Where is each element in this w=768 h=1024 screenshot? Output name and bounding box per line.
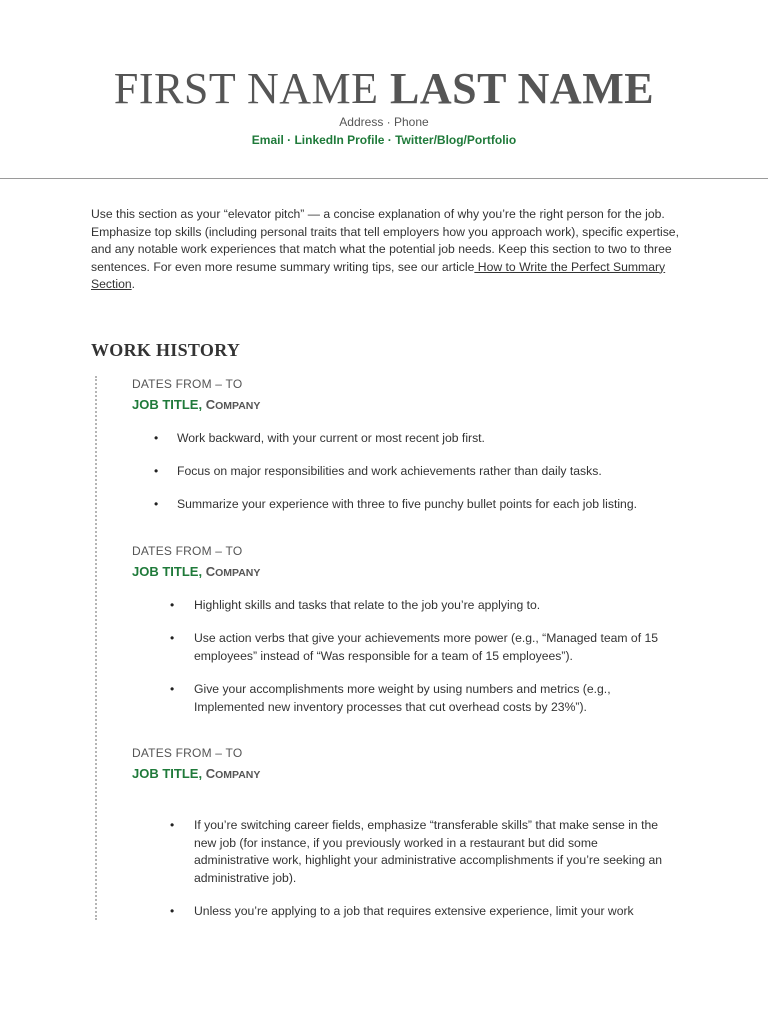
summary-text: Use this section as your “elevator pitch” — a concise explanation of why you’re the right person for the job. Emphasize top skills (including personal traits that tell employers how you approach work), specific expertise, and any notable work experiences that match what the potential job needs. Keep this section to two to three sentences. For even more resume summary writing tips, see our article bbox=[91, 207, 679, 274]
bullet-item bbox=[170, 630, 680, 665]
last-name: LAST NAME bbox=[390, 64, 655, 113]
bullet-text: Summarize your experience with three to five punchy bullet points for each job listing. bbox=[177, 497, 637, 511]
bullet-text: Work backward, with your current or most recent job first. bbox=[177, 431, 485, 445]
bullet-item bbox=[170, 681, 680, 716]
bullet-dot: • bbox=[170, 682, 175, 696]
work-history-heading: WORK HISTORY bbox=[91, 340, 241, 360]
bullet-dot: • bbox=[170, 904, 175, 918]
bullet-text: Highlight skills and tasks that relate to the job you’re applying to. bbox=[194, 598, 541, 612]
timeline-line bbox=[95, 376, 97, 920]
first-name: FIRST NAME bbox=[113, 64, 379, 113]
job-title-line bbox=[132, 765, 692, 783]
job-title: JOB TITLE, bbox=[132, 397, 203, 412]
address-phone: Address · Phone bbox=[339, 115, 429, 129]
bullet-text: Unless you’re applying to a job that requires extensive experience, limit your work bbox=[194, 904, 634, 918]
bullet-text: Give your accomplishments more weight by using numbers and metrics (e.g., Implemented new inventory processes that cut overhead costs by 23%”). bbox=[194, 682, 611, 714]
company-name bbox=[206, 766, 261, 781]
bullet-dot: • bbox=[154, 464, 159, 478]
job-title-line bbox=[132, 563, 692, 581]
company-rest: OMPANY bbox=[215, 567, 261, 579]
company-rest: OMPANY bbox=[215, 400, 261, 412]
job-dates: DATES FROM – TO bbox=[132, 544, 243, 558]
job-dates: DATES FROM – TO bbox=[132, 746, 243, 760]
job-dates: DATES FROM – TO bbox=[132, 377, 243, 391]
bullet-dot: • bbox=[170, 818, 175, 832]
company-name bbox=[206, 397, 261, 412]
bullet-item bbox=[170, 903, 680, 921]
company-name bbox=[206, 564, 261, 579]
job-entry bbox=[132, 745, 692, 918]
company-initial: C bbox=[205, 564, 216, 579]
summary-end: . bbox=[131, 277, 136, 291]
header-divider bbox=[0, 178, 768, 179]
bullet-item bbox=[170, 597, 680, 615]
candidate-name bbox=[0, 64, 768, 114]
job-title: JOB TITLE, bbox=[132, 564, 203, 579]
job-entry bbox=[132, 376, 692, 511]
job-title: JOB TITLE, bbox=[132, 766, 203, 781]
bullet-item bbox=[154, 496, 674, 514]
company-rest: OMPANY bbox=[215, 769, 261, 781]
bullet-dot: • bbox=[170, 598, 175, 612]
bullet-item bbox=[154, 430, 674, 448]
company-initial: C bbox=[205, 397, 216, 412]
bullet-dot: • bbox=[170, 631, 175, 645]
bullet-text: Focus on major responsibilities and work achievements rather than daily tasks. bbox=[177, 464, 602, 478]
bullet-text: Use action verbs that give your achievements more power (e.g., “Managed team of 15 employees” instead of “Was responsible for a team of 15 employees”). bbox=[194, 631, 659, 663]
bullet-item bbox=[154, 463, 674, 481]
job-entry bbox=[132, 543, 692, 714]
job-title-line bbox=[132, 396, 692, 414]
summary-paragraph bbox=[91, 206, 683, 294]
bullet-dot: • bbox=[154, 431, 159, 445]
summary-article-link[interactable]: How to Write the Perfect Summary Section bbox=[91, 259, 666, 291]
bullet-text: If you’re switching career fields, emphasize “transferable skills” that make sense in the new job (for instance, if you previously worked in a restaurant but did some administrative work, highlight your administrative accomplishments if you’re seeking an administrative job). bbox=[194, 818, 663, 885]
company-initial: C bbox=[205, 766, 216, 781]
contact-links[interactable]: Email · LinkedIn Profile · Twitter/Blog/Portfolio bbox=[251, 133, 517, 147]
bullet-item bbox=[170, 817, 670, 887]
bullet-dot: • bbox=[154, 497, 159, 511]
